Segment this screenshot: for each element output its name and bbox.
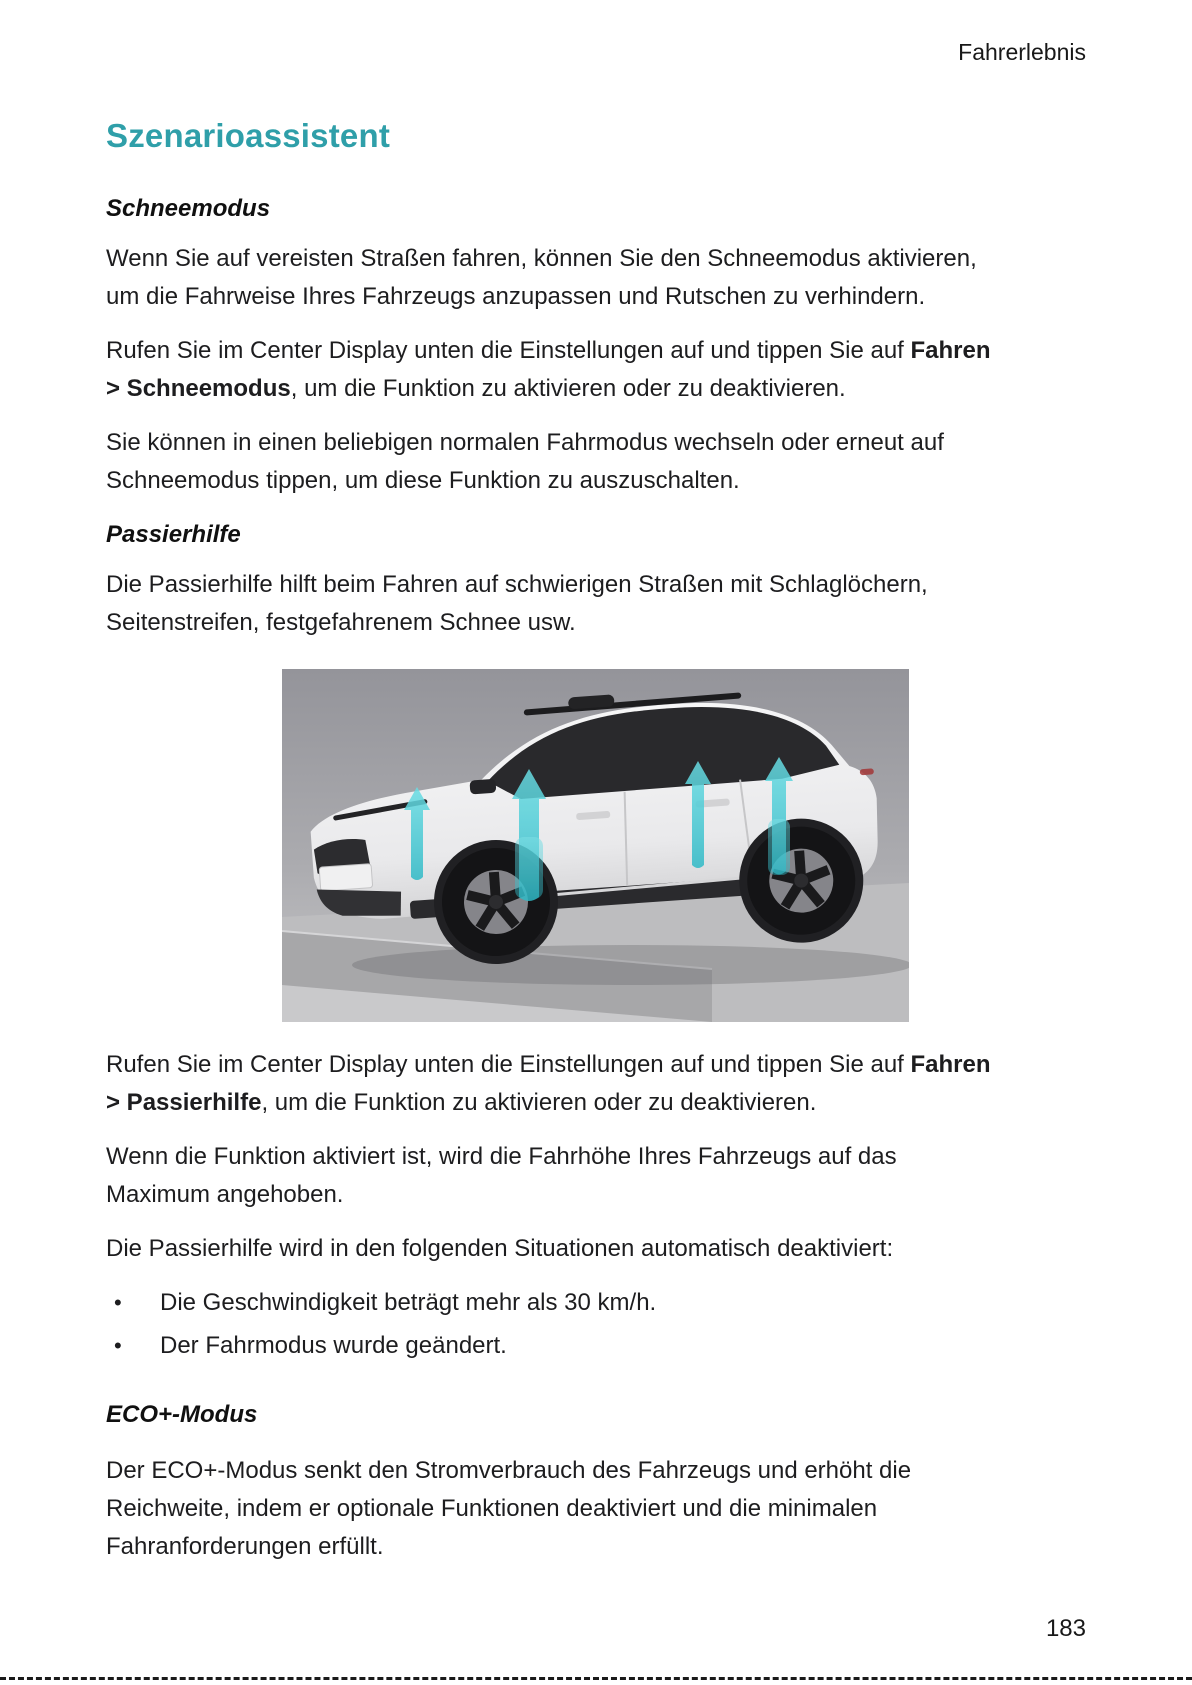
side-mirror — [469, 779, 496, 795]
text-line: Die Passierhilfe wird in den folgenden Situationen automatisch deaktiviert: — [106, 1235, 894, 1262]
lift-arrow-icon — [515, 837, 543, 899]
paragraph — [106, 240, 1086, 316]
vehicle-shadow — [352, 945, 909, 985]
text-run: , um die Funktion zu aktivieren oder zu deaktivieren. — [261, 1089, 817, 1116]
text-line: Schneemodus tippen, um diese Funktion zu auszuschalten. — [106, 467, 740, 494]
running-header: Fahrerlebnis — [958, 39, 1086, 65]
text-line: Reichweite, indem er optionale Funktionen deaktiviert und die minimalen — [106, 1495, 878, 1522]
text-line: Fahranforderungen erfüllt. — [106, 1533, 384, 1560]
text-line: Die Passierhilfe hilft beim Fahren auf schwierigen Straßen mit Schlaglöchern, — [106, 571, 928, 598]
text-run: Rufen Sie im Center Display unten die Einstellungen auf und tippen Sie auf — [106, 1051, 911, 1078]
passierhilfe-illustration — [282, 669, 909, 1022]
paragraph — [106, 332, 1086, 408]
text-run: , um die Funktion zu aktivieren oder zu deaktivieren. — [290, 375, 846, 402]
lift-arrow-icon — [768, 819, 790, 875]
text-line: Wenn Sie auf vereisten Straßen fahren, können Sie den Schneemodus aktivieren, — [106, 245, 977, 272]
section-heading-schneemodus: Schneemodus — [106, 195, 271, 222]
list-item: • Der Fahrmodus wurde geändert. — [106, 1327, 1086, 1365]
text-line — [106, 1046, 1086, 1084]
bullet-list — [106, 1284, 1086, 1365]
menu-path-bold: Fahren — [910, 1051, 991, 1078]
text-run: Rufen Sie im Center Display unten die Einstellungen auf und tippen Sie auf — [106, 337, 911, 364]
text-line: Maximum angehoben. — [106, 1181, 344, 1208]
paragraph — [106, 1452, 1086, 1566]
section-heading-eco-modus: ECO+-Modus — [106, 1401, 258, 1428]
text-line: Der ECO+-Modus senkt den Stromverbrauch des Fahrzeugs und erhöht die — [106, 1457, 912, 1484]
text-line: um die Fahrweise Ihres Fahrzeugs anzupassen und Rutschen zu verhindern. — [106, 283, 926, 310]
paragraph — [106, 424, 1086, 500]
menu-path-bold: Fahren — [910, 337, 991, 364]
footer-divider — [0, 1677, 1192, 1680]
text-line — [106, 370, 1086, 408]
menu-path-bold: > Schneemodus — [106, 375, 291, 402]
license-plate — [319, 864, 373, 892]
vehicle-image — [282, 669, 909, 1022]
text-line: Wenn die Funktion aktiviert ist, wird die Fahrhöhe Ihres Fahrzeugs auf das — [106, 1143, 897, 1170]
text-line: Sie können in einen beliebigen normalen Fahrmodus wechseln oder erneut auf — [106, 429, 944, 456]
text-line: Seitenstreifen, festgefahrenem Schnee usw. — [106, 609, 576, 636]
text-line — [106, 1084, 1086, 1122]
paragraph — [106, 1138, 1086, 1214]
list-item: • Die Geschwindigkeit beträgt mehr als 30 km/h. — [106, 1284, 1086, 1322]
section-heading-passierhilfe: Passierhilfe — [106, 521, 241, 548]
paragraph — [106, 1230, 1086, 1268]
page-title: Szenarioassistent — [106, 117, 391, 154]
text-line — [106, 332, 1086, 370]
paragraph — [106, 1046, 1086, 1122]
page-number: 183 — [1045, 1615, 1086, 1642]
tail-lamp — [860, 768, 874, 775]
paragraph — [106, 566, 1086, 642]
menu-path-bold: > Passierhilfe — [106, 1089, 262, 1116]
